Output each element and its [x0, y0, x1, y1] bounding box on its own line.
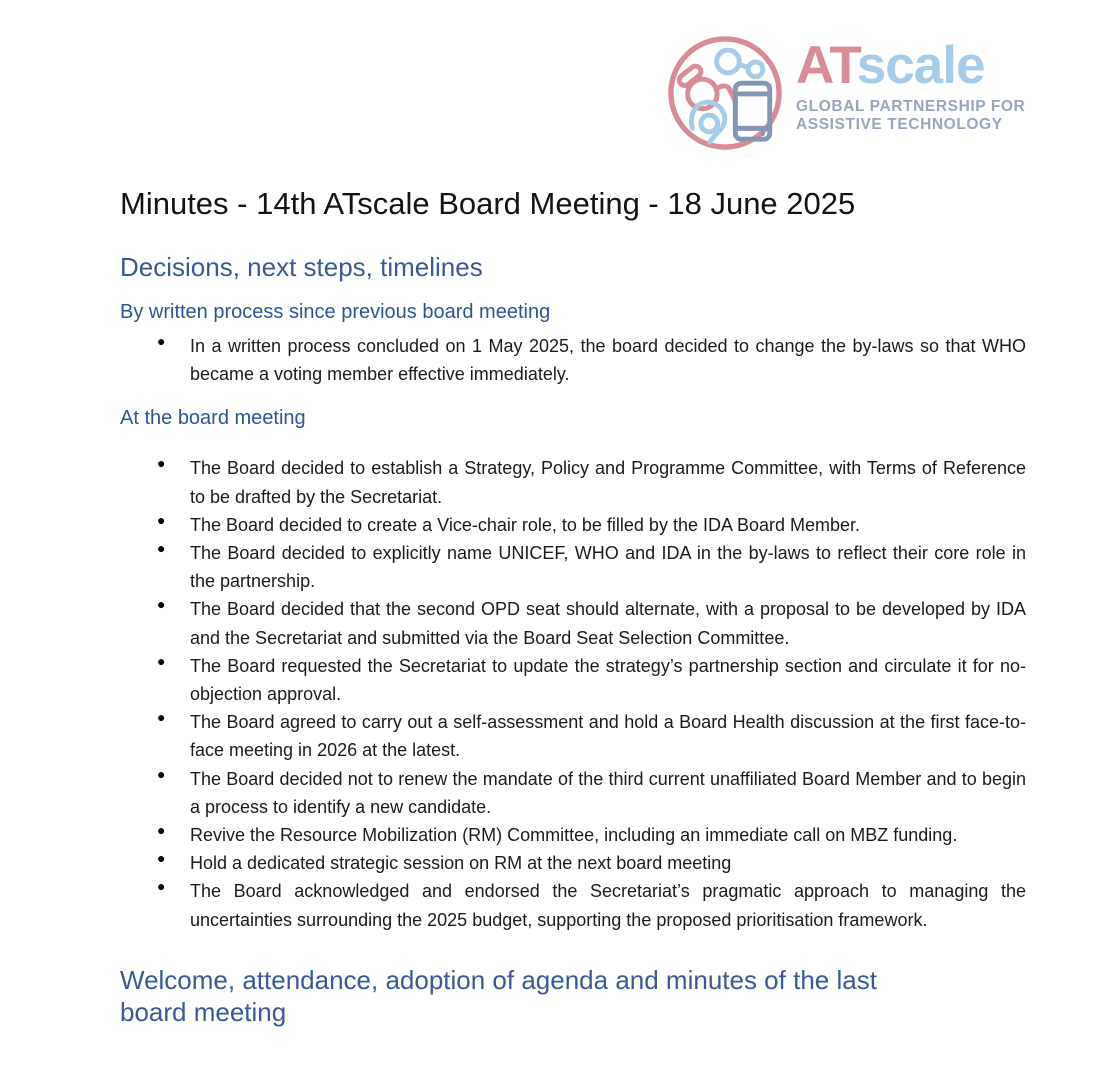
atscale-logo — [666, 33, 1028, 151]
list-item-text: Revive the Resource Mobilization (RM) Committee, including an immediate call on MBZ funding. — [190, 825, 958, 846]
bullet-icon: ● — [157, 709, 166, 726]
logo-mark-icon — [666, 33, 784, 151]
brand-at: AT — [796, 36, 857, 95]
logo-text-block — [796, 33, 1025, 134]
section-heading-welcome — [120, 964, 1026, 1028]
list-item — [120, 877, 1026, 933]
logo-tagline-line1: GLOBAL PARTNERSHIP FOR — [796, 98, 1026, 115]
document-title: Minutes - 14th ATscale Board Meeting - 18 June 2025 — [120, 186, 856, 221]
section-heading-decisions: Decisions, next steps, timelines — [120, 252, 483, 282]
list-item — [120, 595, 1026, 651]
subsection-heading-board-meeting: At the board meeting — [120, 407, 306, 430]
bullet-icon: ● — [157, 822, 166, 839]
list-item — [120, 511, 1026, 539]
list-item — [120, 849, 1026, 877]
list-item — [120, 821, 1026, 849]
list-item-text: The Board decided not to renew the mandate of the third current unaffiliated Board Member and to begin a process to identify a new candidate. — [190, 768, 1026, 817]
list-item-text: Hold a dedicated strategic session on RM at the next board meeting — [190, 853, 732, 874]
bullet-icon: ● — [157, 540, 166, 557]
bullet-icon: ● — [157, 850, 166, 867]
bullet-icon: ● — [157, 765, 166, 782]
board-meeting-list — [120, 454, 1026, 933]
list-item-text: The Board decided to explicitly name UNICEF, WHO and IDA in the by-laws to reflect their core role in the partnership. — [190, 543, 1026, 592]
list-item-text: The Board agreed to carry out a self-assessment and hold a Board Health discussion at the first face-to-face meeting in 2026 at the latest. — [190, 712, 1026, 761]
bullet-icon: ● — [157, 652, 166, 669]
brand-wordmark — [796, 36, 1025, 95]
brand-scale: scale — [856, 36, 985, 95]
list-item-text: The Board decided that the second OPD seat should alternate, with a proposal to be developed by IDA and the Secretariat and submitted via the Board Seat Selection Committee. — [190, 599, 1026, 648]
list-item-text: The Board requested the Secretariat to update the strategy’s partnership section and circulate it for no-objection approval. — [190, 655, 1026, 705]
list-item — [120, 332, 1026, 388]
bullet-icon: ● — [157, 511, 166, 528]
list-item — [120, 539, 1026, 595]
list-item — [120, 708, 1026, 764]
list-item-text: The Board acknowledged and endorsed the Secretariat’s pragmatic approach to managing the uncertainties surrounding the 2025 budget, supporting the proposed prioritisation framework. — [190, 881, 1026, 930]
subsection-heading-written-process: By written process since previous board meeting — [120, 301, 551, 323]
list-item-text: In a written process concluded on 1 May 2025, the board decided to change the by-laws so that WHO became a voting member effective immediately. — [190, 336, 1026, 385]
logo-tagline — [796, 98, 1025, 134]
bullet-icon: ● — [157, 596, 166, 613]
list-item-text: The Board decided to establish a Strategy, Policy and Programme Committee, with Terms of Reference to be drafted by the Secretariat. — [190, 458, 1026, 507]
welcome-heading-line1: Welcome, attendance, adoption of agenda and minutes of the last — [120, 964, 877, 995]
logo-tagline-line2: ASSISTIVE TECHNOLOGY — [796, 116, 1003, 133]
bullet-icon: ● — [157, 333, 166, 349]
list-item — [120, 652, 1026, 708]
written-process-list — [120, 332, 1026, 388]
bullet-icon: ● — [157, 455, 166, 472]
list-item-text: The Board decided to create a Vice-chair role, to be filled by the IDA Board Member. — [190, 514, 861, 535]
list-item — [120, 765, 1026, 821]
list-item — [120, 454, 1026, 510]
welcome-heading-line2: board meeting — [120, 996, 287, 1027]
bullet-icon: ● — [157, 878, 166, 895]
